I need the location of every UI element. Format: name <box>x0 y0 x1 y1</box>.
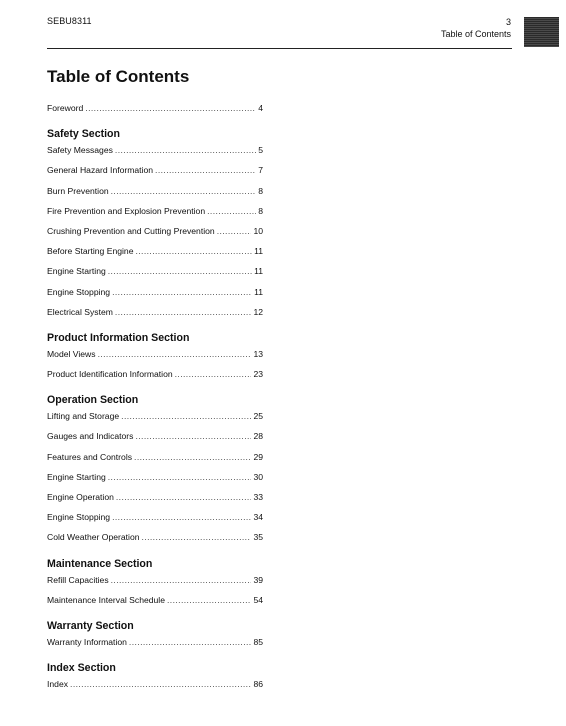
toc-entry-burn-prevention[interactable] <box>47 186 263 206</box>
toc-entry-page-number: 35 <box>253 532 263 543</box>
toc-entry-label: Engine Operation <box>47 492 114 502</box>
toc-entry-engine-starting[interactable] <box>47 472 263 492</box>
toc-entry-fire-prevention-and-explosion-prevention[interactable] <box>47 206 263 226</box>
toc-entry-label: Burn Prevention <box>47 185 109 196</box>
dot-leader <box>115 307 252 317</box>
toc-entry-page-number: 13 <box>253 348 263 359</box>
dot-leader <box>121 411 251 421</box>
dot-leader <box>111 186 257 196</box>
dot-leader <box>142 532 252 542</box>
toc-entry-label: Features and Controls <box>47 451 133 462</box>
toc-entry-label: Lifting and Storage <box>47 411 120 422</box>
toc-entry-gauges-and-indicators[interactable] <box>47 431 263 451</box>
dot-leader <box>167 595 251 605</box>
toc-entry-lifting-and-storage[interactable] <box>47 411 263 431</box>
toc-entry-page-number: 10 <box>253 225 263 236</box>
toc-entry-page-number: 86 <box>253 679 263 690</box>
dot-leader <box>217 226 252 236</box>
toc-entry-foreword[interactable] <box>47 103 263 123</box>
toc-entry-page-number: 8 <box>258 185 263 196</box>
toc-entry-page-number: 28 <box>253 431 263 442</box>
section-heading-safety-section: Safety Section <box>47 128 121 141</box>
toc-entry-crushing-prevention-and-cutting-prevention[interactable] <box>47 226 263 246</box>
dot-leader <box>98 349 252 359</box>
toc-entry-page-number: 5 <box>258 145 263 156</box>
toc-entry-maintenance-interval-schedule[interactable] <box>47 595 263 615</box>
toc-entry-page-number: 11 <box>254 266 263 277</box>
toc-entry-product-identification-information[interactable] <box>47 369 263 389</box>
toc-entry-label: Engine Stopping <box>47 512 111 523</box>
toc-entry-label: Maintenance Interval Schedule <box>47 594 166 605</box>
thumb-tab-marker <box>524 17 559 47</box>
toc-entry-page-number: 30 <box>253 471 263 482</box>
dot-leader <box>85 103 256 113</box>
toc-entry-label: Before Starting Engine <box>47 246 134 257</box>
toc-entry-page-number: 4 <box>258 103 263 113</box>
toc-entry-page-number: 39 <box>253 574 263 585</box>
toc-entry-page-number: 11 <box>254 246 263 257</box>
toc-entry-page-number: 25 <box>253 411 263 422</box>
toc-entry-engine-stopping[interactable] <box>47 512 263 532</box>
toc-entry-index[interactable] <box>47 679 263 699</box>
toc-entry-page-number: 29 <box>253 451 263 462</box>
toc-entry-page-number: 54 <box>253 594 263 605</box>
toc-entry-page-number: 33 <box>253 492 263 502</box>
toc-entry-page-number: 23 <box>253 369 263 380</box>
toc-entry-label: Electrical System <box>47 306 113 317</box>
toc-entry-label: Engine Stopping <box>47 286 111 297</box>
toc-entry-before-starting-engine[interactable] <box>47 246 263 266</box>
dot-leader <box>70 679 251 689</box>
toc-entry-label: Fire Prevention and Explosion Prevention <box>47 205 206 216</box>
dot-leader <box>112 287 252 297</box>
toc-entry-page-number: 8 <box>258 205 263 216</box>
dot-leader <box>115 145 256 155</box>
dot-leader <box>134 452 251 462</box>
toc-entry-label: Model Views <box>47 348 96 359</box>
dot-leader <box>108 266 252 276</box>
toc-entry-label: General Hazard Information <box>47 165 154 176</box>
toc-entry-label: Refill Capacities <box>47 574 109 585</box>
toc-entry-electrical-system[interactable] <box>47 307 263 327</box>
dot-leader <box>135 246 252 256</box>
dot-leader <box>135 431 251 441</box>
toc-entry-label: Engine Starting <box>47 471 106 482</box>
table-of-contents <box>47 103 263 699</box>
dot-leader <box>155 165 256 175</box>
dot-leader <box>116 492 252 502</box>
dot-leader <box>129 637 252 647</box>
toc-entry-label: Engine Starting <box>47 266 106 277</box>
toc-entry-cold-weather-operation[interactable] <box>47 532 263 552</box>
toc-entry-engine-operation[interactable] <box>47 492 263 512</box>
document-code: SEBU8311 <box>47 16 92 26</box>
toc-entry-label: Gauges and Indicators <box>47 431 134 442</box>
page-number: 3 <box>505 17 511 27</box>
toc-entry-engine-stopping[interactable] <box>47 287 263 307</box>
section-heading-operation-section: Operation Section <box>47 394 139 407</box>
section-heading-index-section: Index Section <box>47 662 116 675</box>
page-title: Table of Contents <box>47 67 190 86</box>
dot-leader <box>207 206 256 216</box>
page-header-right <box>441 16 511 40</box>
toc-entry-label: Foreword <box>47 103 84 113</box>
toc-entry-engine-starting[interactable] <box>47 266 263 286</box>
dot-leader <box>111 575 252 585</box>
toc-entry-page-number: 85 <box>253 636 263 647</box>
section-heading-maintenance-section: Maintenance Section <box>47 557 153 570</box>
toc-entry-label: Warranty Information <box>47 636 127 647</box>
toc-entry-page-number: 7 <box>258 165 263 176</box>
toc-entry-refill-capacities[interactable] <box>47 575 263 595</box>
dot-leader <box>112 512 251 522</box>
toc-entry-label: Cold Weather Operation <box>47 532 140 543</box>
header-divider <box>47 48 512 49</box>
toc-entry-label: Product Identification Information <box>47 369 173 380</box>
toc-entry-warranty-information[interactable] <box>47 637 263 657</box>
section-heading-product-information-section: Product Information Section <box>47 331 190 344</box>
toc-entry-page-number: 12 <box>253 306 263 317</box>
toc-entry-label: Crushing Prevention and Cutting Prevention <box>47 225 215 236</box>
toc-entry-safety-messages[interactable] <box>47 145 263 165</box>
dot-leader <box>175 369 252 379</box>
toc-entry-page-number: 34 <box>253 512 263 523</box>
toc-entry-features-and-controls[interactable] <box>47 452 263 472</box>
section-heading-warranty-section: Warranty Section <box>47 619 134 632</box>
toc-entry-label: Index <box>47 679 69 690</box>
running-title: Table of Contents <box>440 29 511 39</box>
toc-entry-general-hazard-information[interactable] <box>47 165 263 185</box>
toc-entry-model-views[interactable] <box>47 349 263 369</box>
dot-leader <box>108 472 252 482</box>
toc-entry-label: Safety Messages <box>47 145 113 156</box>
toc-entry-page-number: 11 <box>254 286 263 297</box>
